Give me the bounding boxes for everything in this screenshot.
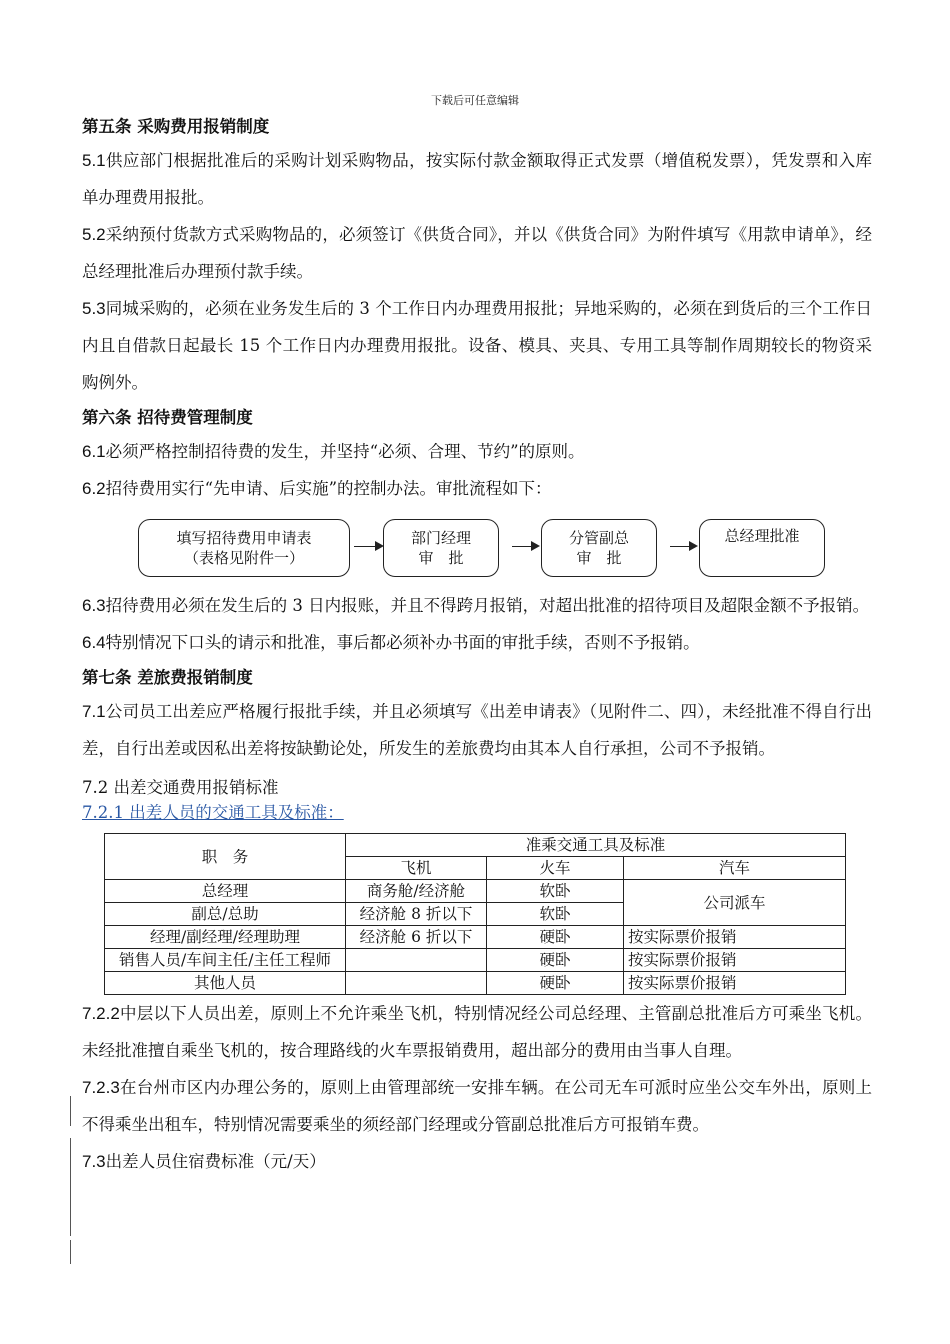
paragraph-5-2 [82, 216, 872, 290]
paragraph-text: 在台州市区内办理公务的，原则上由管理部统一安排车辆。在公司无车可派时应坐公交车外出，原则上不得乘坐出租车，特别情况需要乘坐的须经部门经理或分管副总批准后方可报销车费。 [82, 1078, 872, 1134]
flow-step-line: （表格见附件一） [183, 549, 304, 567]
flow-step-dept-manager [383, 519, 499, 577]
table-cell-train: 硬卧 [487, 949, 624, 972]
flow-step-line: 填写招待费用申请表 [176, 529, 312, 547]
flow-step-line: 总经理批准 [724, 527, 800, 545]
table-cell-post: 副总/总助 [105, 903, 346, 926]
paragraph-number: 5.1 [82, 151, 106, 170]
paragraph-number: 7.1 [82, 702, 106, 721]
paragraph-7-3 [82, 1143, 872, 1180]
table-header-plane: 飞机 [346, 857, 487, 880]
paragraph-number: 5.2 [82, 225, 106, 244]
approval-flow-diagram [82, 515, 872, 585]
paragraph-text: 出差人员住宿费标准（元/天） [105, 1152, 326, 1171]
paragraph-number: 7.2.3 [82, 1078, 120, 1097]
paragraph-text: 招待费用必须在发生后的 3 日内报账，并且不得跨月报销，对超出批准的招待项目及超限金额不予报销。 [105, 596, 870, 615]
paragraph-text: 中层以下人员出差，原则上不允许乘坐飞机，特别情况经公司总经理、主管副总批准后方可乘坐飞机。未经批准擅自乘坐飞机的，按合理路线的火车票报销费用，超出部分的费用由当事人自理。 [82, 1004, 872, 1060]
paragraph-text: 供应部门根据批准后的采购计划采购物品，按实际付款金额取得正式发票（增值税发票），凭发票和入库单办理费用报批。 [82, 151, 872, 207]
table-cell-train: 软卧 [487, 903, 624, 926]
table-cell-post: 其他人员 [105, 972, 346, 995]
section-5-title: 第五条 采购费用报销制度 [82, 117, 270, 136]
paragraph-5-3 [82, 290, 872, 401]
table-cell-car: 按实际票价报销 [624, 926, 846, 949]
table-cell-post: 总经理 [105, 880, 346, 903]
revision-bar [70, 1240, 71, 1264]
paragraph-6-3 [82, 587, 872, 624]
table-row [105, 949, 846, 972]
paragraph-text: 招待费用实行“先申请、后实施”的控制办法。审批流程如下： [105, 479, 552, 498]
table-row [105, 926, 846, 949]
header-note: 下载后可任意编辑 [431, 94, 519, 107]
flow-step-line: 审 批 [418, 549, 464, 567]
paragraph-number: 6.4 [82, 633, 106, 652]
table-header-row [105, 834, 846, 857]
table-row [105, 972, 846, 995]
paragraph-7-2-1-link[interactable]: 7.2.1 出差人员的交通工具及标准： [82, 803, 344, 822]
table-cell-car: 按实际票价报销 [624, 949, 846, 972]
transport-standard-table [104, 833, 846, 995]
paragraph-5-1 [82, 142, 872, 216]
paragraph-number: 6.3 [82, 596, 106, 615]
table-cell-plane: 经济舱 8 折以下 [346, 903, 487, 926]
paragraph-6-2 [82, 470, 872, 507]
paragraph-number: 7.3 [82, 1152, 106, 1171]
table-cell-plane [346, 949, 487, 972]
paragraph-7-2-2 [82, 995, 872, 1069]
table-header-car: 汽车 [624, 857, 846, 880]
table-cell-post: 销售人员/车间主任/主任工程师 [105, 949, 346, 972]
paragraph-7-2: 7.2 出差交通费用报销标准 [82, 778, 279, 797]
paragraph-6-1 [82, 433, 872, 470]
table-cell-plane: 经济舱 6 折以下 [346, 926, 487, 949]
flow-step-line: 分管副总 [568, 529, 629, 547]
paragraph-text: 特别情况下口头的请示和批准，事后都必须补办书面的审批手续，否则不予报销。 [105, 633, 700, 652]
flow-step-vice-president [541, 519, 657, 577]
paragraph-text: 同城采购的，必须在业务发生后的 3 个工作日内办理费用报批；异地采购的，必须在到货后的三个工作日内且自借款日起最长 15 个工作日内办理费用报批。设备、模具、夹具、专用工具等制作周期较长的物资采购例外。 [82, 299, 872, 392]
document-body [82, 114, 872, 1180]
table-cell-train: 硬卧 [487, 926, 624, 949]
flow-step-gm-approval [699, 519, 825, 577]
flow-arrow [512, 546, 538, 547]
table-cell-plane [346, 972, 487, 995]
table-header-train: 火车 [487, 857, 624, 880]
paragraph-6-4 [82, 624, 872, 661]
paragraph-text: 采纳预付货款方式采购物品的，必须签订《供货合同》，并以《供货合同》为附件填写《用款申请单》，经总经理批准后办理预付款手续。 [82, 225, 872, 281]
paragraph-7-1 [82, 693, 872, 767]
section-7-title: 第七条 差旅费报销制度 [82, 668, 253, 687]
paragraph-7-2-3 [82, 1069, 872, 1143]
table-cell-train: 软卧 [487, 880, 624, 903]
table-cell-train: 硬卧 [487, 972, 624, 995]
flow-arrow [354, 546, 382, 547]
revision-bar [70, 1138, 71, 1236]
table-header-standard: 准乘交通工具及标准 [346, 834, 846, 857]
paragraph-number: 6.1 [82, 442, 106, 461]
table-cell-car: 按实际票价报销 [624, 972, 846, 995]
revision-bar [70, 1096, 71, 1126]
table-cell-car: 公司派车 [624, 880, 846, 926]
flow-step-line: 审 批 [576, 549, 622, 567]
paragraph-number: 7.2.2 [82, 1004, 120, 1023]
paragraph-text: 公司员工出差应严格履行报批手续，并且必须填写《出差申请表》（见附件二、四），未经批准不得自行出差，自行出差或因私出差将按缺勤论处，所发生的差旅费均由其本人自行承担，公司不予报销。 [82, 702, 872, 758]
table-cell-post: 经理/副经理/经理助理 [105, 926, 346, 949]
section-6-title: 第六条 招待费管理制度 [82, 408, 253, 427]
paragraph-number: 6.2 [82, 479, 106, 498]
paragraph-number: 5.3 [82, 299, 106, 318]
flow-arrow [670, 546, 696, 547]
paragraph-text: 必须严格控制招待费的发生，并坚持“必须、合理、节约”的原则。 [105, 442, 585, 461]
table-cell-plane: 商务舱/经济舱 [346, 880, 487, 903]
table-row [105, 880, 846, 903]
flow-step-line: 部门经理 [410, 529, 471, 547]
table-header-post: 职 务 [105, 834, 346, 880]
flow-step-apply [138, 519, 350, 577]
